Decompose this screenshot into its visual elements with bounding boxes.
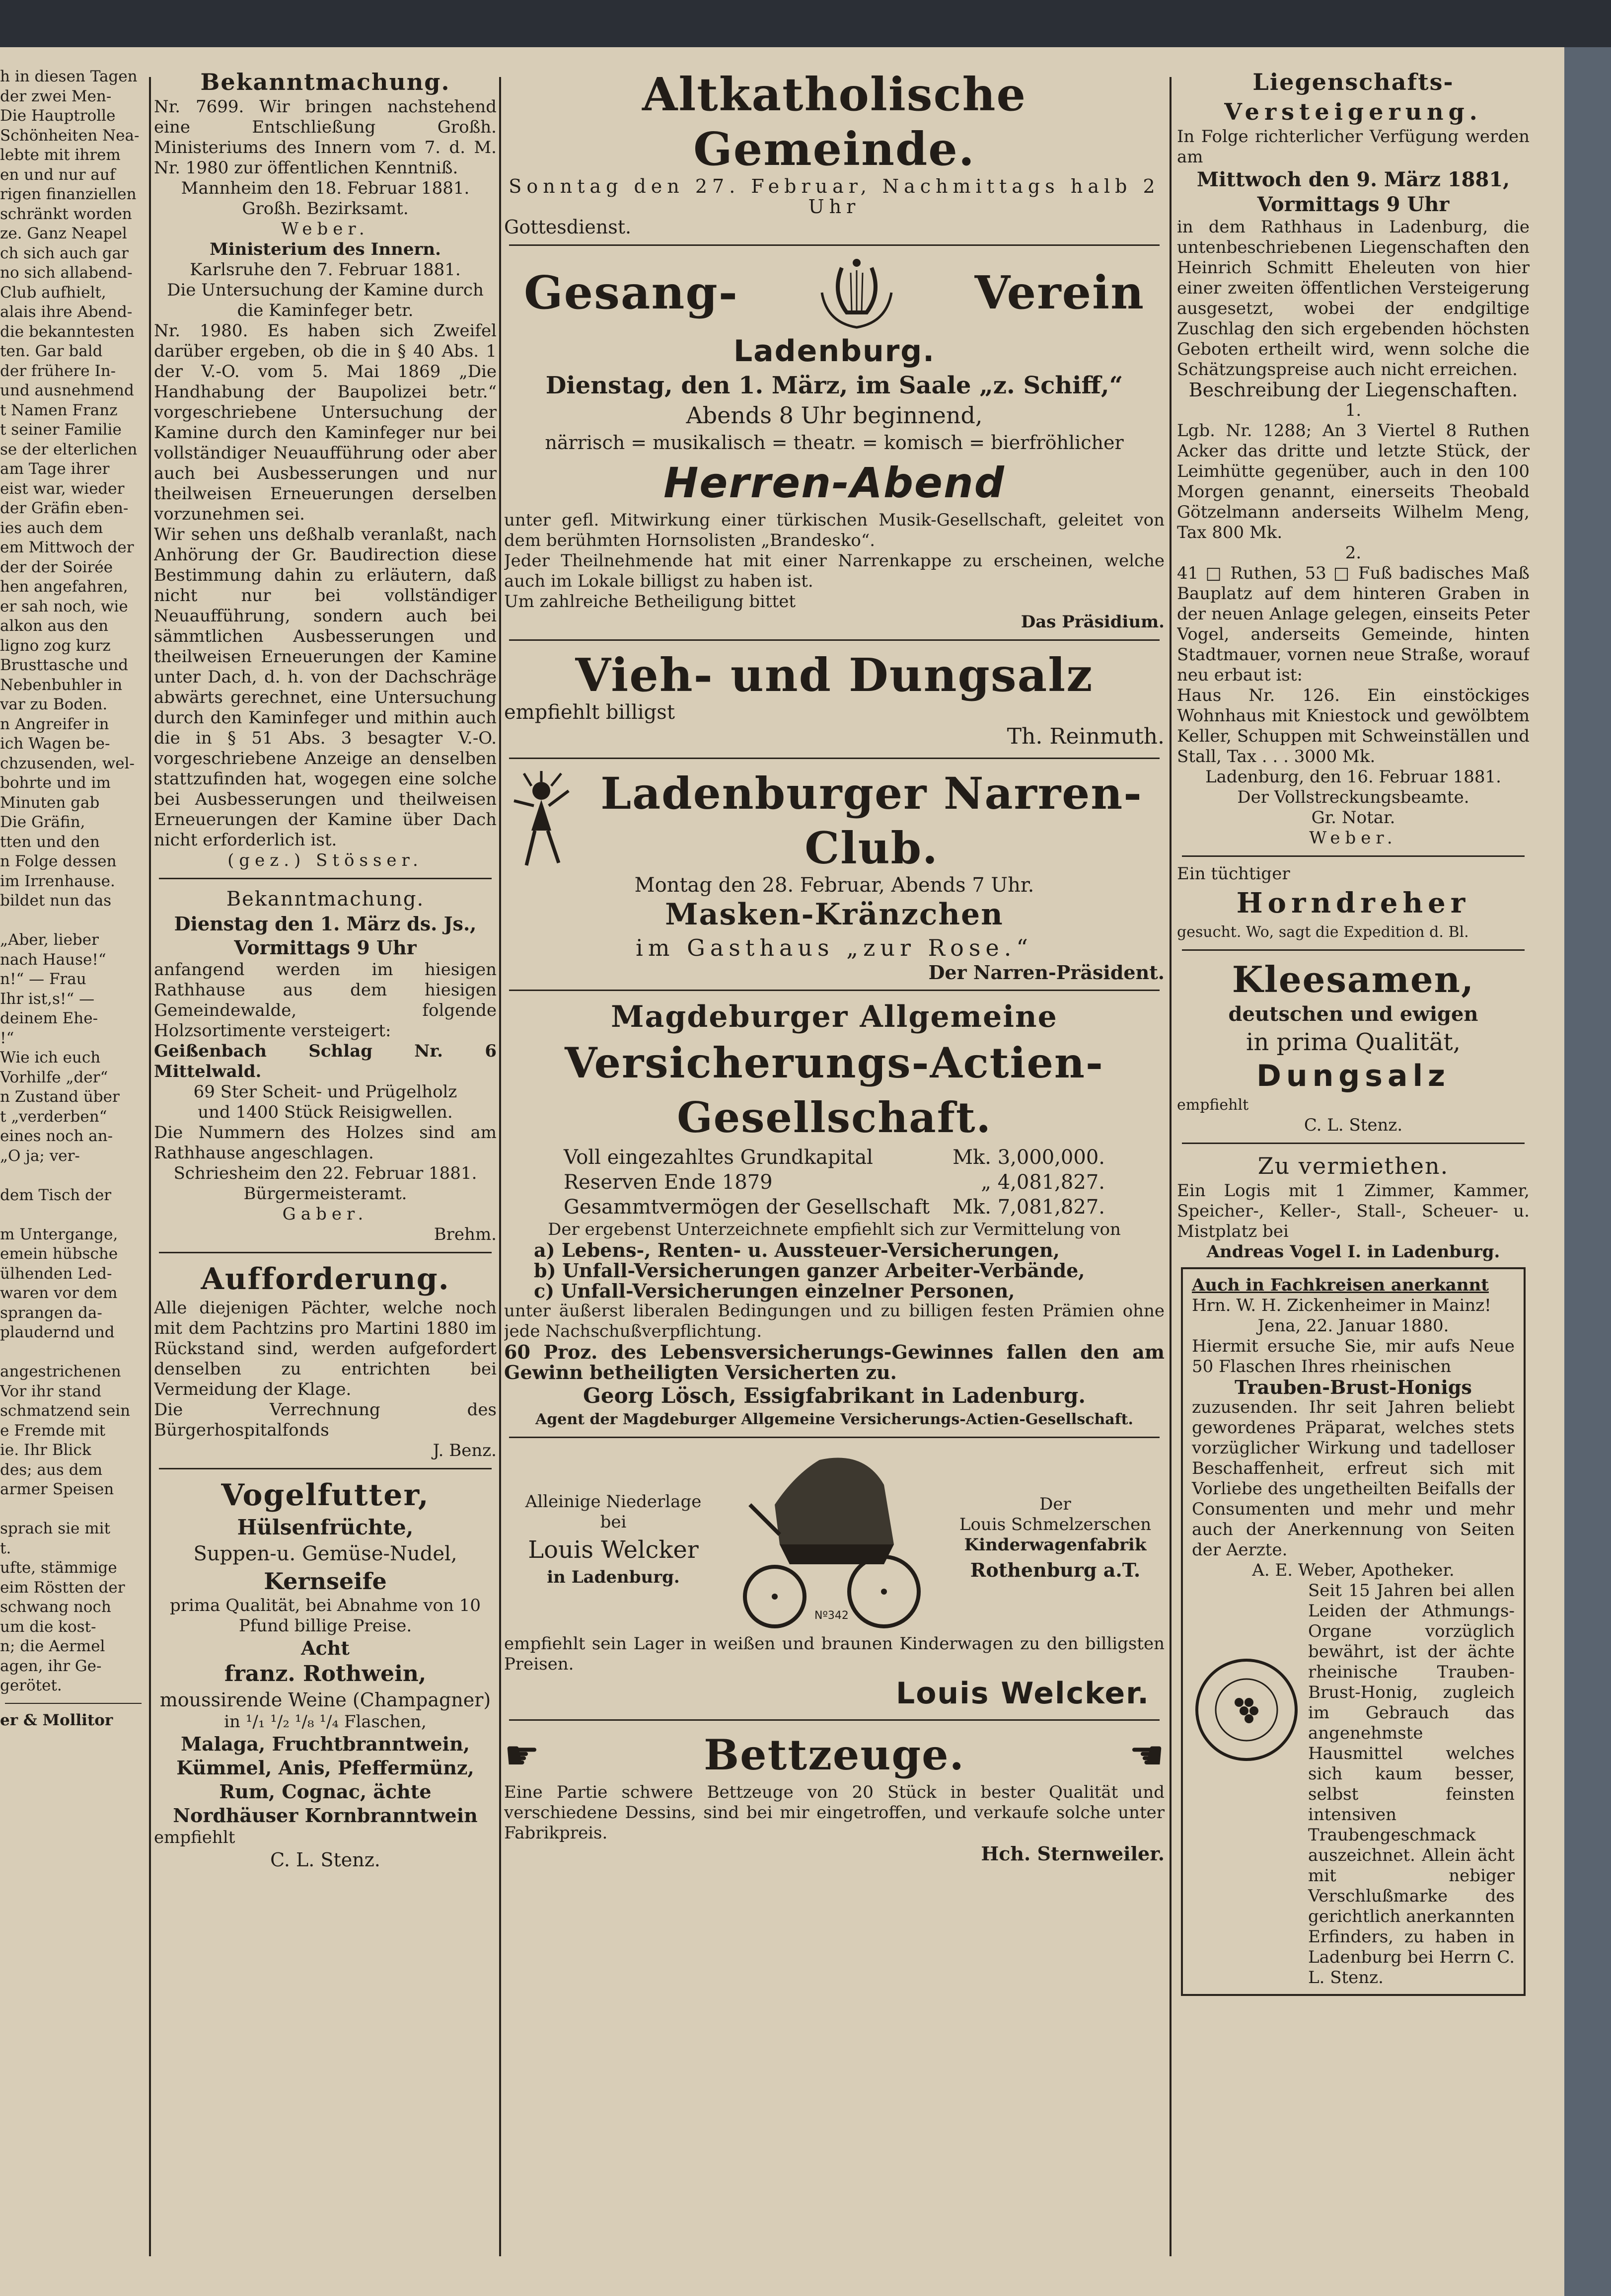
- fragment-line: no sich allabend-: [0, 264, 133, 282]
- fragment-line: ten. Gar bald: [0, 342, 103, 360]
- fragment-line: eist war, wieder: [0, 479, 125, 498]
- notices-column: [154, 67, 497, 2281]
- fragment-line: um die kost-: [0, 1617, 96, 1636]
- goods-l4: prima Qualität, bei Abnahme von 10 Pfund billige Preise.: [170, 1596, 481, 1636]
- fragment-line: bildet nun das: [0, 892, 112, 910]
- fragment-line: ie. Ihr Blick: [0, 1441, 91, 1459]
- ins-profit: 60 Proz. des Lebensversicherungs-Gewinnes fallen den am Gewinn betheiligten Versicherten zu.: [504, 1341, 1165, 1383]
- honey-body3: Seit 15 Jahren bei allen Leiden der Athmungs-Organe vorzüglich bewährt, ist der ächte rheinische Trauben-Brust-Honig, zugleich im Gebrauch das angenehmste Hausmittel welches sich kaum besser, selbst feinsten intensiven Traubengeschmack auszeichnet. Allein ächt mit nebiger Verschlußmarke des gerichtlich anerkannten Erfinders, zu haben in Ladenburg bei Herrn C. L. Stenz.: [1308, 1581, 1515, 1988]
- ins-row2-value: „ 4,081,827.: [981, 1171, 1105, 1194]
- goods-l11: Rum, Cognac, ächte Nordhäuser Kornbranntwein: [173, 1780, 478, 1827]
- divider: [1182, 1143, 1525, 1144]
- club-date: Montag den 28. Februar, Abends 7 Uhr.: [634, 874, 1034, 897]
- fragment-line: t „verderben“: [0, 1107, 107, 1126]
- divider: [509, 639, 1160, 641]
- honey-body1: Hiermit ersuche Sie, mir aufs Neue 50 Flaschen Ihres rheinischen: [1192, 1336, 1515, 1377]
- fragment-line: der frühere In-: [0, 362, 116, 380]
- classifieds-column: [1177, 67, 1530, 2281]
- honey-header: Auch in Fachkreisen anerkannt: [1192, 1275, 1489, 1295]
- choir-sig: Das Präsidium.: [1021, 612, 1165, 632]
- honey-bottom: [1192, 1581, 1515, 1988]
- pram-r2: Louis Schmelzerschen: [959, 1514, 1152, 1534]
- fragment-line: waren vor dem: [0, 1284, 118, 1302]
- fragment-line: Vorhilfe „der“: [0, 1068, 108, 1086]
- goods-l6: franz. Rothwein,: [224, 1661, 427, 1686]
- pram-l3: Louis Welcker: [528, 1535, 699, 1564]
- fragment-line: gerötet.: [0, 1677, 62, 1694]
- fragment-line: Wie ich euch: [0, 1049, 101, 1067]
- fragment-line: eines noch an-: [0, 1127, 113, 1145]
- auction-l1: In Folge richterlicher Verfügung werden am: [1177, 127, 1530, 167]
- fragment-line: ülhenden Led-: [0, 1264, 112, 1283]
- fragment-line: m Untergange,: [0, 1225, 118, 1243]
- pointing-hand-left-icon: ☚: [1129, 1732, 1165, 1778]
- auction-title2: Versteigerung.: [1224, 98, 1482, 125]
- ins-cond: unter äußerst liberalen Bedingungen und zu billigen festen Prämien ohne jede Nachschußverpflichtung.: [504, 1301, 1165, 1341]
- fragment-line: n!“ — Frau: [0, 970, 86, 988]
- choir-event: Herren-Abend: [663, 459, 1005, 507]
- auction-body1: in dem Rathhaus in Ladenburg, die untenbeschriebenen Liegenschaften den Heinrich Schmitt Eheleuten von hier einer zweiten öffentlichen Versteigerung ausgesetzt, wobei der endgiltige Zuschlag den sich ergebenden höchsten Geboten ertheilt wird, wenn solche die Schätzungspreise auch nicht erreichen.: [1177, 217, 1530, 380]
- pram-ad: [504, 1445, 1165, 1634]
- divider: [1182, 855, 1525, 857]
- goods-l1: Hülsenfrüchte,: [237, 1515, 414, 1539]
- divider: [509, 1719, 1160, 1721]
- fragment-line: der Gräfin eben-: [0, 499, 129, 517]
- fragment-line: emein hübsche: [0, 1245, 118, 1263]
- ins-row3-label: Gesammtvermögen der Gesellschaft: [564, 1196, 930, 1219]
- ins-intro: Der ergebenst Unterzeichnete empfiehlt sich zur Vermittelung von: [548, 1220, 1121, 1239]
- fragment-line: nach Hause!“: [0, 950, 106, 969]
- fragment-line: er sah noch, wie: [0, 597, 128, 615]
- pram-sig: Louis Welcker.: [895, 1676, 1150, 1711]
- goods-l9: Malaga, Fruchtbranntwein,: [181, 1733, 470, 1755]
- notice2-office: Bürgermeisteramt.: [243, 1184, 407, 1204]
- fragment-line: Ihr ist,s!“ —: [0, 990, 95, 1008]
- notice2-line1: Dienstag den 1. März ds. Js.,: [174, 913, 477, 935]
- column-rule: [1170, 77, 1172, 2256]
- fragment-line: bohrte und im: [0, 774, 111, 792]
- notice2-item2: 69 Ster Scheit- und Prügelholz: [193, 1082, 457, 1102]
- fragment-line: Minuten gab: [0, 793, 100, 812]
- fragment-line: t.: [0, 1539, 11, 1557]
- notice2-body2: Die Nummern des Holzes sind am Rathhause angeschlagen.: [154, 1123, 497, 1163]
- fragment-line: Die Hauptrolle: [0, 107, 116, 125]
- fragment-line: en und nur auf: [0, 165, 116, 184]
- ins-row3: [564, 1195, 1105, 1220]
- goods-l2: Suppen-u. Gemüse-Nudel,: [193, 1542, 457, 1565]
- rent-body: Ein Logis mit 1 Zimmer, Kammer, Speicher-, Keller-, Stall-, Scheuer- u. Mistplatz bei: [1177, 1181, 1530, 1241]
- fragment-line: schränkt worden: [0, 205, 132, 223]
- choir-title-left: Gesang-: [524, 266, 738, 319]
- notice2-sig1: Gaber.: [282, 1204, 368, 1224]
- ins-b: b) Unfall-Versicherungen ganzer Arbeiter-Verbände,: [534, 1259, 1085, 1282]
- ins-row2-label: Reserven Ende 1879: [564, 1171, 773, 1194]
- fragment-line: e Fremde mit: [0, 1421, 106, 1440]
- fragment-line: tten und den: [0, 833, 100, 851]
- ins-row1: [564, 1145, 1105, 1170]
- fragment-line: em Mittwoch der: [0, 538, 134, 556]
- fragment-line: ch sich auch gar: [0, 244, 129, 262]
- ins-sig: Georg Lösch, Essigfabrikant in Ladenburg.: [583, 1383, 1086, 1408]
- fragment-line: angestrichenen: [0, 1363, 121, 1380]
- choir-time: Abends 8 Uhr beginnend,: [686, 402, 983, 429]
- auction-title1: Liegenschafts-: [1252, 69, 1454, 95]
- notice1-title: Bekanntmachung.: [200, 69, 450, 95]
- fragment-line: ies auch dem: [0, 519, 103, 537]
- column-rule: [149, 77, 151, 2256]
- divider: [509, 990, 1160, 991]
- auction-l3: Vormittags 9 Uhr: [1257, 193, 1450, 216]
- jester-illustration-icon: [504, 771, 579, 870]
- job-l2: gesucht. Wo, sagt die Expedition d. Bl.: [1177, 923, 1469, 941]
- fragment-lines: [0, 67, 146, 1696]
- call-body2: Die Verrechnung des Bürgerhospitalfonds: [154, 1400, 497, 1440]
- pram-left: [504, 1492, 723, 1588]
- bedding-body: Eine Partie schwere Bettzeuge von 20 Stück in bester Qualität und verschiedene Dessins, sind bei mir eingetroffen, und verkaufe solche unter Fabrikpreis.: [504, 1782, 1165, 1843]
- fragment-line: plaudernd und: [0, 1323, 115, 1341]
- divider: [159, 1252, 492, 1253]
- honey-date: Jena, 22. Januar 1880.: [1257, 1316, 1449, 1336]
- clover-l4: empfiehlt: [1177, 1096, 1249, 1114]
- ins-agent: Agent der Magdeburger Allgemeine Versicherungs-Actien-Gesellschaft.: [535, 1411, 1133, 1428]
- choir-date: Dienstag, den 1. März, im Saale „z. Schiff,“: [545, 372, 1123, 399]
- fragment-line: Vor ihr stand: [0, 1382, 102, 1400]
- auction-body4: Haus Nr. 126. Ein einstöckiges Wohnhaus mit Kniestock und gewölbtem Keller, Schuppen mit Schweinställen und Stall, Tax . . . 3000 Mk.: [1177, 686, 1530, 766]
- fragment-line: schwang noch: [0, 1598, 111, 1616]
- fragment-line: chzusenden, wel-: [0, 754, 135, 772]
- honey-to: Hrn. W. H. Zickenheimer in Mainz!: [1192, 1296, 1491, 1315]
- church-title: Altkatholische Gemeinde.: [642, 68, 1027, 176]
- bedding-title: Bettzeuge.: [704, 1730, 965, 1779]
- clover-l1: deutschen und ewigen: [1228, 1002, 1478, 1026]
- notice1-body2: Nr. 1980. Es haben sich Zweifel darüber ergeben, ob die in § 40 Abs. 1 der V.-O. vom 5. Mai 1869 „Die Handhabung der Baupolizei betr.“ vorgeschriebene Untersuchung der Kamine durch den Kaminfeger nur bei vollständiger Neuaufführung oder aber auch bei Ausbesserungen und nur theilweisen Erneuerungen derselben vorzunehmen sei.: [154, 321, 497, 524]
- fragment-line: und ausnehmend: [0, 382, 134, 399]
- auction-sig: Weber.: [1309, 828, 1397, 848]
- fragment-line: [0, 1500, 146, 1520]
- notice1-subject: Die Untersuchung der Kamine durch die Kaminfeger betr.: [167, 280, 484, 320]
- church-line1: Sonntag den 27. Februar, Nachmittags halb 2 Uhr: [509, 175, 1160, 218]
- auction-n2: 2.: [1345, 543, 1362, 563]
- goods-l7: moussirende Weine (Champagner): [159, 1689, 491, 1711]
- fragment-line: der der Soirée: [0, 558, 113, 576]
- goods-sig: C. L. Stenz.: [270, 1849, 380, 1871]
- newspaper-page: [0, 47, 1579, 2296]
- fragment-line: n Angreifer in: [0, 715, 109, 733]
- divider: [509, 758, 1160, 759]
- pram-l1: Alleinige Niederlage: [525, 1491, 702, 1512]
- fragment-line: armer Speisen: [0, 1480, 114, 1498]
- pram-right: [946, 1494, 1165, 1585]
- ins-title2: Versicherungs-Actien-Gesellschaft.: [565, 1038, 1104, 1142]
- notice1-ministry: Ministerium des Innern.: [210, 239, 441, 259]
- auction-body3: 41 □ Ruthen, 53 □ Fuß badisches Maß Bauplatz auf dem hinteren Graben in der neuen Anlage gelegen, einseits Peter Vogel, anderseits Gemeinde, hinten Stadtmauer, vornen neue Straße, worauf neu erbaut ist:: [1177, 563, 1530, 685]
- fragment-line: im Irrenhause.: [0, 872, 115, 890]
- choir-header: [504, 253, 1165, 332]
- pram-r3: Kinderwagenfabrik: [964, 1534, 1147, 1555]
- honey-body2: zuzusenden. Ihr seit Jahren beliebt gewordenes Präparat, welches stets vorzüglicher Wirkung und tadelloser Beschaffenheit, erfreut sich mit Vorliebe des ungetheilten Beifalls der Consumenten und mehr und mehr auch der Anerkennung von Seiten der Aerzte.: [1192, 1397, 1515, 1560]
- zickenheimer-seal-icon: [1192, 1655, 1301, 1764]
- fragment-line: „O ja; ver-: [0, 1147, 80, 1165]
- club-event: Masken-Kränzchen: [665, 897, 1004, 932]
- club-title: Ladenburger Narren-Club.: [600, 767, 1143, 874]
- fragment-line: rigen finanziellen: [0, 185, 137, 203]
- choir-body1: unter gefl. Mitwirkung einer türkischen Musik-Gesellschaft, geleitet von dem berühmten Hornsolisten „Brandesko“.: [504, 510, 1165, 550]
- auction-office1: Der Vollstreckungsbeamte.: [1237, 787, 1469, 807]
- pram-l4: in Ladenburg.: [547, 1567, 680, 1587]
- clover-title: Kleesamen,: [1232, 958, 1475, 1000]
- ins-row2: [564, 1170, 1105, 1195]
- club-sig: Der Narren-Präsident.: [928, 961, 1165, 984]
- auction-l2: Mittwoch den 9. März 1881,: [1196, 168, 1510, 191]
- fragment-line: Nebenbuhler in: [0, 676, 123, 694]
- notice1-office1: Großh. Bezirksamt.: [242, 199, 409, 219]
- auction-desc: Beschreibung der Liegenschaften.: [1188, 379, 1518, 401]
- goods-l3: Kernseife: [264, 1568, 387, 1595]
- divider: [159, 1468, 492, 1469]
- ins-row1-value: Mk. 3,000,000.: [952, 1146, 1105, 1169]
- pram-illustration-icon: [735, 1445, 934, 1634]
- goods-l8: in ¹/₁ ¹/₂ ¹/₈ ¹/₄ Flaschen,: [224, 1712, 427, 1732]
- fragment-line: die bekanntesten: [0, 322, 135, 341]
- honey-product: Trauben-Brust-Honigs: [1235, 1376, 1472, 1398]
- fragment-line: deinem Ehe-: [0, 1009, 98, 1027]
- notice1-date1: Mannheim den 18. Februar 1881.: [181, 178, 470, 198]
- fragment-line: Schönheiten Nea-: [0, 126, 140, 145]
- salt-l1: empfiehlt billigst: [504, 701, 675, 724]
- call-title: Aufforderung.: [201, 1262, 450, 1297]
- ins-row1-label: Voll eingezahltes Grundkapital: [564, 1146, 873, 1169]
- notice2-date: Schriesheim den 22. Februar 1881.: [173, 1163, 477, 1183]
- call-sig: J. Benz.: [433, 1441, 497, 1460]
- fragment-line: der zwei Men-: [0, 87, 112, 105]
- pram-r1: Der: [1039, 1494, 1071, 1514]
- auction-n1: 1.: [1345, 400, 1362, 420]
- notice1-date2: Karlsruhe den 7. Februar 1881.: [190, 260, 461, 280]
- notice2-body: anfangend werden im hiesigen Rathhause aus dem hiesigen Gemeindewalde, folgende Holzsortimente versteigert:: [154, 960, 497, 1041]
- divider: [509, 1437, 1160, 1438]
- honey-ad-box: [1181, 1267, 1526, 1996]
- left-fragment-column: [0, 67, 146, 2281]
- notice1-sig1: Weber.: [281, 219, 369, 239]
- clover-l3: Dungsalz: [1256, 1059, 1450, 1093]
- auction-date: Ladenburg, den 16. Februar 1881.: [1205, 767, 1501, 787]
- notice2-line2: Vormittags 9 Uhr: [234, 936, 417, 959]
- binding-edge: [1564, 47, 1611, 2296]
- pointing-hand-right-icon: ☛: [504, 1732, 540, 1778]
- fragment-line: am Tage ihrer: [0, 460, 110, 478]
- fragment-line: „Aber, lieber: [0, 931, 99, 949]
- fragment-line: eim Röstten der: [0, 1578, 125, 1597]
- notice1-body1: Nr. 7699. Wir bringen nachstehend eine Entschließung Großh. Ministeriums des Innern vom 7. d. M. Nr. 1980 zur öffentlichen Kenntniß.: [154, 97, 497, 178]
- bedding-sig: Hch. Sternweiler.: [981, 1842, 1165, 1865]
- choir-place: Ladenburg.: [733, 334, 936, 369]
- notice1-body3: Wir sehen uns deßhalb veranlaßt, nach Anhörung der Gr. Baudirection diese Bestimmung dahin zu erläutern, daß nicht nur bei vollständiger Neuaufführung, sondern auch bei sämmtlichen Ausbesserungen und theilweisen Erneuerungen der Kamine unter Dach, d. h. von der Dachschräge abwärts gerechnet, eine Untersuchung durch den Kaminfeger und mithin auch die in § 51 Abs. 3 besagter V.-O. vorgeschriebene Anzeige an denselben stattzufinden hat, wogegen eine solche bei Ausbesserungen und theilweisen Erneuerungen der Kamine über Dach nicht erforderlich ist.: [154, 525, 497, 850]
- fragment-line: n Folge dessen: [0, 852, 117, 870]
- fragment-line: des; aus dem: [0, 1460, 103, 1479]
- rent-title: Zu vermiethen.: [1257, 1152, 1449, 1179]
- choir-desc: närrisch = musikalisch = theatr. = komisch = bierfröhlicher: [545, 432, 1124, 454]
- fragment-line: ufte, stämmige: [0, 1559, 117, 1577]
- clover-l2: in prima Qualität,: [1246, 1028, 1461, 1056]
- goods-title: Vogelfutter,: [221, 1478, 430, 1513]
- notice2-sig2: Brehm.: [434, 1225, 497, 1244]
- notice1-sig2: (gez.) Stösser.: [227, 850, 423, 870]
- goods-l10: Kümmel, Anis, Pfeffermünz,: [176, 1757, 474, 1779]
- club-place: im Gasthaus „zur Rose.“: [636, 934, 1033, 961]
- divider: [5, 1703, 142, 1704]
- fragment-line: alais ihre Abend-: [0, 303, 133, 321]
- fragment-line: se der elterlichen: [0, 440, 138, 459]
- notice2-item1: Geißenbach Schlag Nr. 6 Mittelwald.: [154, 1041, 497, 1081]
- clover-sig: C. L. Stenz.: [1304, 1115, 1403, 1135]
- fragment-line: n Zustand über: [0, 1088, 120, 1106]
- ins-title1: Magdeburger Allgemeine: [611, 999, 1058, 1034]
- fragment-line: alkon aus den: [0, 617, 109, 635]
- fragment-line: Club aufhielt,: [0, 283, 106, 302]
- goods-l12: empfiehlt: [154, 1828, 235, 1847]
- fragment-line: schmatzend sein: [0, 1402, 131, 1420]
- fragment-line: [0, 1205, 146, 1225]
- fragment-line: Die Gräfin,: [0, 813, 85, 831]
- fragment-line: var zu Boden.: [0, 695, 108, 713]
- ins-row3-value: Mk. 7,081,827.: [952, 1196, 1105, 1219]
- salt-title: Vieh- und Dungsalz: [575, 648, 1094, 702]
- fragment-line: [0, 1343, 146, 1363]
- club-header: [504, 766, 1165, 875]
- fragment-line: n; die Aermel: [0, 1637, 105, 1655]
- fragment-footer: er & Mollitor: [0, 1711, 113, 1729]
- column-rule: [499, 77, 501, 2256]
- pram-number: Nº342: [814, 1609, 849, 1622]
- auction-body2: Lgb. Nr. 1288; An 3 Viertel 8 Ruthen Acker das dritte und letzte Stück, der Leimhütte gegenüber, auch in den 100 Morgen genannt, einerseits Theobald Götzelmann anderseits Wilhelm Meng, Tax 800 Mk.: [1177, 421, 1530, 542]
- fragment-line: sprach sie mit: [0, 1520, 111, 1537]
- lyre-emblem-icon: [812, 253, 901, 332]
- fragment-line: agen, ihr Ge-: [0, 1657, 102, 1675]
- job-title: Horndreher: [1236, 887, 1470, 919]
- notice2-item3: und 1400 Stück Reisigwellen.: [198, 1102, 453, 1122]
- goods-l5: Acht: [301, 1637, 350, 1659]
- choir-title-right: Verein: [974, 266, 1145, 319]
- notice2-title: Bekanntmachung.: [226, 888, 425, 911]
- fragment-line: t seiner Familie: [0, 421, 122, 439]
- fragment-line: !“: [0, 1029, 14, 1047]
- fragment-line: hen angefahren,: [0, 578, 128, 596]
- ins-c: c) Unfall-Versicherungen einzelner Personen,: [534, 1280, 1015, 1302]
- choir-body2: Jeder Theilnehmende hat mit einer Narrenkappe zu erscheinen, welche auch im Lokale billigst zu haben ist.: [504, 551, 1165, 591]
- ads-column: [504, 67, 1165, 2281]
- divider: [509, 244, 1160, 246]
- ins-a: a) Lebens-, Renten- u. Aussteuer-Versicherungen,: [534, 1239, 1060, 1261]
- fragment-line: ze. Ganz Neapel: [0, 225, 127, 242]
- bedding-header: [504, 1728, 1165, 1782]
- rent-sig: Andreas Vogel I. in Ladenburg.: [1206, 1242, 1500, 1262]
- fragment-line: [0, 911, 146, 931]
- choir-body3: Um zahlreiche Betheiligung bittet: [504, 592, 796, 612]
- fragment-line: t Namen Franz: [0, 401, 118, 419]
- fragment-line: dem Tisch der: [0, 1186, 112, 1204]
- job-l1: Ein tüchtiger: [1177, 864, 1290, 884]
- divider: [1182, 949, 1525, 951]
- fragment-line: lebte mit ihrem: [0, 146, 121, 164]
- call-body1: Alle diejenigen Pächter, welche noch mit dem Pachtzins pro Martini 1880 im Rückstand sind, werden aufgefordert denselben zu entrichten bei Vermeidung der Klage.: [154, 1298, 497, 1399]
- divider: [159, 878, 492, 879]
- fragment-line: ligno zog kurz: [0, 636, 111, 655]
- salt-sig: Th. Reinmuth.: [1007, 724, 1165, 749]
- pram-l2: bei: [600, 1512, 627, 1532]
- pram-r4: Rothenburg a.T.: [970, 1558, 1141, 1581]
- honey-sig: A. E. Weber, Apotheker.: [1252, 1560, 1455, 1580]
- ins-capital-table: [504, 1145, 1165, 1220]
- fragment-line: Brusttasche und: [0, 656, 129, 674]
- auction-office2: Gr. Notar.: [1311, 808, 1395, 828]
- fragment-line: [0, 1166, 146, 1186]
- fragment-line: h in diesen Tagen: [0, 68, 138, 85]
- pram-body: empfiehlt sein Lager in weißen und braunen Kinderwagen zu den billigsten Preisen.: [504, 1634, 1165, 1674]
- fragment-line: ich Wagen be-: [0, 735, 110, 753]
- church-line2: Gottesdienst.: [504, 216, 632, 238]
- fragment-line: sprangen da-: [0, 1303, 102, 1322]
